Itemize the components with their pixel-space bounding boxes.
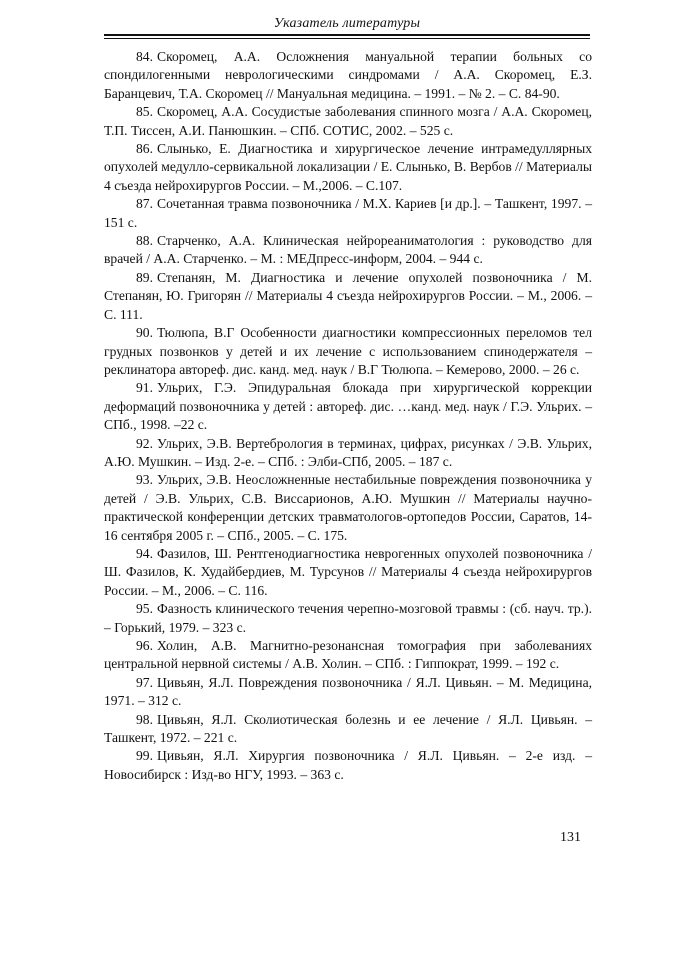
reference-item xyxy=(104,103,592,140)
reference-number: 91. xyxy=(136,380,153,396)
reference-item xyxy=(104,195,592,232)
reference-text: Сочетанная травма позвоночника / М.Х. Кариев [и др.]. – Ташкент, 1997. – 151 с. xyxy=(104,196,592,230)
reference-number: 92. xyxy=(136,435,153,451)
reference-number: 87. xyxy=(136,196,153,212)
reference-text: Фазность клинического течения черепно-мозговой травмы : (сб. науч. тр.). – Горький, 1979. – 323 с. xyxy=(104,601,592,635)
reference-item xyxy=(104,674,592,711)
reference-number: 86. xyxy=(136,141,153,157)
reference-text: Степанян, М. Диагностика и лечение опухолей позвоночника / М. Степанян, Ю. Григорян // Материалы 4 съезда нейрохирургов России. – М., 2006. – С. 111. xyxy=(104,269,592,322)
reference-text: Скоромец, А.А. Сосудистые заболевания спинного мозга / А.А. Скоромец, Т.П. Тиссен, А.И. Панюшкин. – СПб. СОТИС, 2002. – 525 с. xyxy=(104,104,592,138)
header-rule-thick xyxy=(104,34,590,36)
reference-number: 84. xyxy=(136,49,153,64)
reference-text: Старченко, А.А. Клиническая нейрореаниматология : руководство для врачей / А.А. Старченко. – М. : МЕДпресс-информ, 2004. – 944 с. xyxy=(104,233,592,267)
reference-item xyxy=(104,711,592,748)
reference-text: Ульрих, Э.В. Вертебрология в терминах, цифрах, рисунках / Э.В. Ульрих, А.Ю. Мушкин. – Изд. 2-е. – СПб. : Элби-СПб, 2005. – 187 с. xyxy=(104,435,592,469)
reference-item xyxy=(104,379,592,434)
reference-number: 88. xyxy=(136,233,153,249)
reference-text: Цивьян, Я.Л. Сколиотическая болезнь и ее лечение / Я.Л. Цивьян. – Ташкент, 1972. – 221 с. xyxy=(104,711,592,746)
reference-number: 93. xyxy=(136,472,153,488)
reference-item xyxy=(104,435,592,472)
reference-number: 97. xyxy=(136,674,153,690)
reference-number: 85. xyxy=(136,104,153,120)
reference-number: 98. xyxy=(136,711,153,727)
reference-item xyxy=(104,747,592,784)
reference-item xyxy=(104,545,592,600)
reference-item xyxy=(104,232,592,269)
running-header xyxy=(104,14,590,36)
reference-text: Цивьян, Я.Л. Повреждения позвоночника / Я.Л. Цивьян. – М. Медицина, 1971. – 312 с. xyxy=(104,674,592,709)
reference-item xyxy=(104,324,592,379)
header-title: Указатель литературы xyxy=(273,16,421,31)
reference-text: Ульрих, Г.Э. Эпидуральная блокада при хирургической коррекции деформаций позвоночника у детей : автореф. дис. …канд. мед. наук / Г.Э. Ульрих. – СПб., 1998. –22 с. xyxy=(104,380,592,433)
reference-text: Цивьян, Я.Л. Хирургия позвоночника / Я.Л. Цивьян. – 2-е изд. – Новосибирск : Изд-во НГУ, 1993. – 363 с. xyxy=(104,748,592,782)
reference-number: 99. xyxy=(136,748,153,764)
reference-number: 95. xyxy=(136,601,153,617)
reference-item xyxy=(104,269,592,324)
reference-number: 90. xyxy=(136,325,153,341)
reference-text: Ульрих, Э.В. Неосложненные нестабильные повреждения позвоночника у детей / Э.В. Ульрих, С.В. Виссарионов, А.Ю. Мушкин // Материалы научно-практической конференции детских травматологов-ортопедов России, Саратов, 14-16 сентября 2005 г. – СПб., 2005. – С. 175. xyxy=(104,472,592,543)
reference-text: Скоромец, А.А. Осложнения мануальной терапии больных со спондилогенными неврологическими синдромами / А.А. Скоромец, Е.З. Баранцевич, Т.А. Скоромец // Мануальная медицина. – 1991. – № 2. – С. 84-90. xyxy=(104,49,592,101)
reference-text: Тюлюпа, В.Г Особенности диагностики компрессионных переломов тел грудных позвонков у детей и их лечение с использованием спинодержателя – реклинатора автореф. дис. канд. мед. наук / В.Г Тюлюпа. – Кемерово, 2000. – 26 с. xyxy=(104,325,592,377)
header-rule-thin xyxy=(104,38,590,39)
reference-item xyxy=(104,471,592,545)
reference-item xyxy=(104,637,592,674)
reference-text: Холин, А.В. Магнитно-резонансная томография при заболеваниях центральной нервной системы / А.В. Холин. – СПб. : Гиппократ, 1999. – 192 с. xyxy=(104,638,592,672)
page-number: 131 xyxy=(560,830,581,845)
reference-number: 89. xyxy=(136,269,153,285)
reference-number: 96. xyxy=(136,638,153,653)
reference-item xyxy=(104,600,592,637)
reference-text: Слынько, Е. Диагностика и хирургическое лечение интрамедуллярных опухолей медулло-сервикальной локализации / Е. Слынько, В. Вербов // Материалы 4 съезда нейрохирургов России. – М.,2006. – С.107. xyxy=(104,141,592,193)
reference-number: 94. xyxy=(136,545,153,561)
reference-item xyxy=(104,48,592,103)
reference-item xyxy=(104,140,592,195)
reference-list xyxy=(104,48,592,784)
reference-text: Фазилов, Ш. Рентгенодиагностика неврогенных опухолей позвоночника / Ш. Фазилов, К. Худайбердиев, М. Турсунов // Материалы 4 съезда нейрохирургов России. – М., 2006. – С. 116. xyxy=(104,545,592,598)
